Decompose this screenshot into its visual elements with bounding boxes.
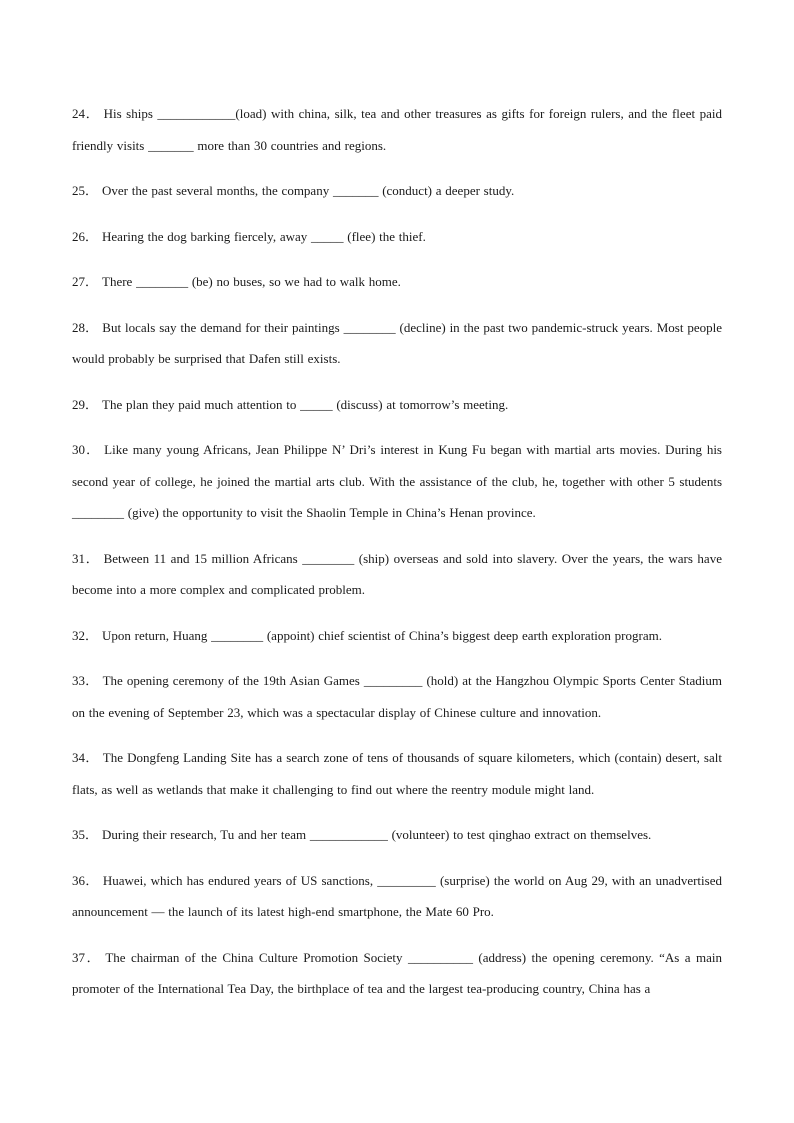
question-24 [72,98,722,161]
question-number: 35． [72,827,99,842]
question-34 [72,742,722,805]
question-number: 24． [72,106,100,121]
question-text: Over the past several months, the company _______ (conduct) a deeper study. [102,183,515,198]
question-number: 30． [72,442,101,457]
question-text: Hearing the dog barking fiercely, away _____ (flee) the thief. [102,228,426,244]
question-text: Between 11 and 15 million Africans ________ (ship) overseas and sold into slavery. Over the years, the wars have become into a more complex and complicated problem. [72,550,722,597]
question-37 [72,942,722,1005]
question-number: 31． [72,550,100,566]
question-number: 36． [72,872,99,888]
question-32 [72,620,722,652]
question-26 [72,221,722,253]
question-number: 29． [72,396,99,412]
question-29 [72,389,722,421]
question-number: 28． [72,319,99,335]
question-28 [72,312,722,375]
question-number: 27． [72,274,99,289]
question-text: During their research, Tu and her team ____________ (volunteer) to test qinghao extract on themselves. [102,827,652,842]
question-35 [72,819,722,851]
question-text: The chairman of the China Culture Promotion Society __________ (address) the opening ceremony. “As a main promoter of the International Tea Day, the birthplace of tea and the largest tea-producing country, China has a [72,949,722,996]
question-36 [72,865,722,928]
question-text: The plan they paid much attention to _____ (discuss) at tomorrow’s meeting. [102,396,509,412]
question-27 [72,266,722,298]
question-33 [72,665,722,728]
question-text: The Dongfeng Landing Site has a search zone of tens of thousands of square kilometers, which (contain) desert, salt flats, as well as wetlands that make it challenging to find out where the reentry module might land. [72,750,722,797]
question-number: 37． [72,949,102,965]
question-text: His ships ____________(load) with china, silk, tea and other treasures as gifts for foreign rulers, and the fleet paid friendly visits _______ more than 30 countries and regions. [72,106,722,153]
question-text: But locals say the demand for their paintings ________ (decline) in the past two pandemic-struck years. Most people would probably be surprised that Dafen still exists. [72,319,722,366]
question-30 [72,434,722,529]
question-number: 33． [72,673,99,688]
question-number: 32． [72,627,99,643]
question-number: 34． [72,750,99,765]
question-25 [72,175,722,207]
worksheet-page [72,98,722,1019]
question-number: 25． [72,183,99,198]
question-31 [72,543,722,606]
question-text: Huawei, which has endured years of US sanctions, _________ (surprise) the world on Aug 29, with an unadvertised announcement — the launch of its latest high-end smartphone, the Mate 60 Pro. [72,872,722,919]
question-text: Like many young Africans, Jean Philippe N’ Dri’s interest in Kung Fu began with martial arts movies. During his second year of college, he joined the martial arts club. With the assistance of the club, he, together with other 5 students ________ (give) the opportunity to visit the Shaolin Temple in China’s Henan province. [72,442,722,520]
question-number: 26． [72,228,99,244]
question-text: There ________ (be) no buses, so we had to walk home. [102,274,401,289]
question-text: The opening ceremony of the 19th Asian Games _________ (hold) at the Hangzhou Olympic Sports Center Stadium on the evening of September 23, which was a spectacular display of Chinese culture and innovation. [72,673,722,720]
question-text: Upon return, Huang ________ (appoint) chief scientist of China’s biggest deep earth exploration program. [102,627,662,643]
